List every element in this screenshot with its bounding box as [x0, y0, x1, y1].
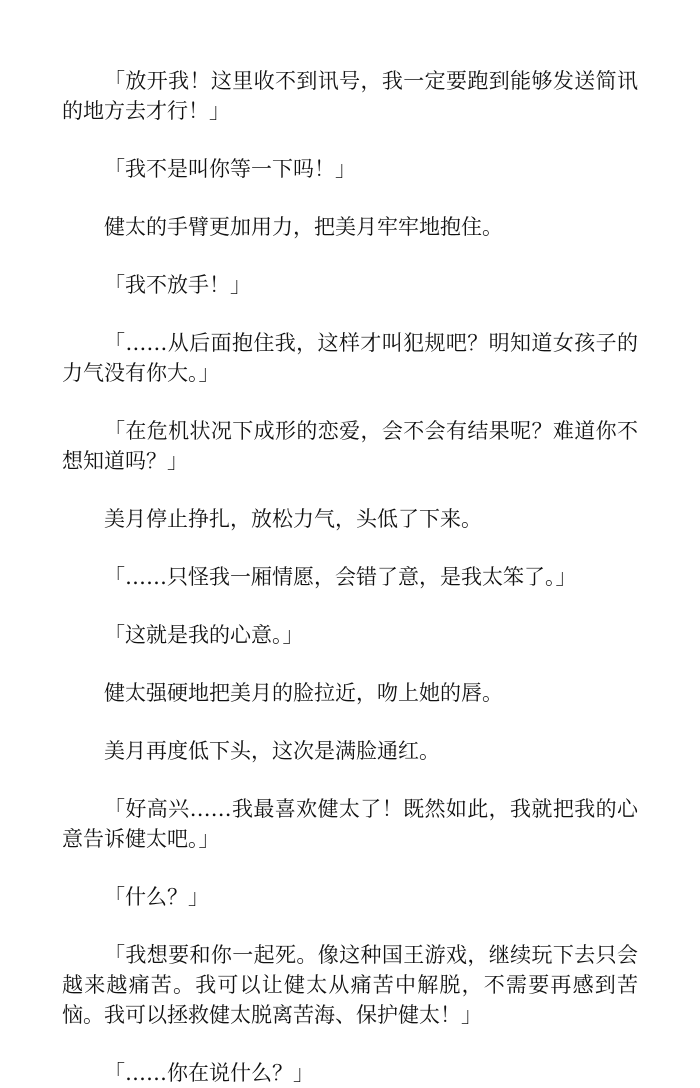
- paragraph: 健太强硬地把美月的脸拉近，吻上她的唇。: [104, 681, 503, 705]
- paragraph: 「我不是叫你等一下吗！」: [104, 157, 356, 181]
- paragraph: 「我不放手！」: [104, 273, 251, 297]
- paragraph: 「……从后面抱住我，这样才叫犯规吧？明知道女孩子的力气没有你大。」: [62, 331, 638, 385]
- paragraph: 「我想要和你一起死。像这种国王游戏，继续玩下去只会越来越痛苦。我可以让健太从痛苦中解脱，不需要再感到苦恼。我可以拯救健太脱离苦海、保护健太！」: [62, 943, 638, 1027]
- paragraph: 「……只怪我一厢情愿，会错了意，是我太笨了。」: [104, 565, 577, 589]
- paragraph: 健太的手臂更加用力，把美月牢牢地抱住。: [104, 215, 503, 239]
- paragraph: 「放开我！这里收不到讯号，我一定要跑到能够发送简讯的地方去才行！」: [62, 69, 638, 123]
- paragraph: 「什么？」: [104, 885, 209, 909]
- paragraph: 美月再度低下头，这次是满脸通红。: [104, 739, 440, 763]
- paragraph: 美月停止挣扎，放松力气，头低了下来。: [104, 507, 482, 531]
- paragraph: 「好高兴……我最喜欢健太了！既然如此，我就把我的心意告诉健太吧。」: [62, 797, 638, 851]
- paragraph: 「这就是我的心意。」: [104, 623, 304, 647]
- paragraph: 「在危机状况下成形的恋爱，会不会有结果呢？难道你不想知道吗？」: [62, 419, 638, 473]
- paragraph: 「……你在说什么？」: [104, 1061, 314, 1085]
